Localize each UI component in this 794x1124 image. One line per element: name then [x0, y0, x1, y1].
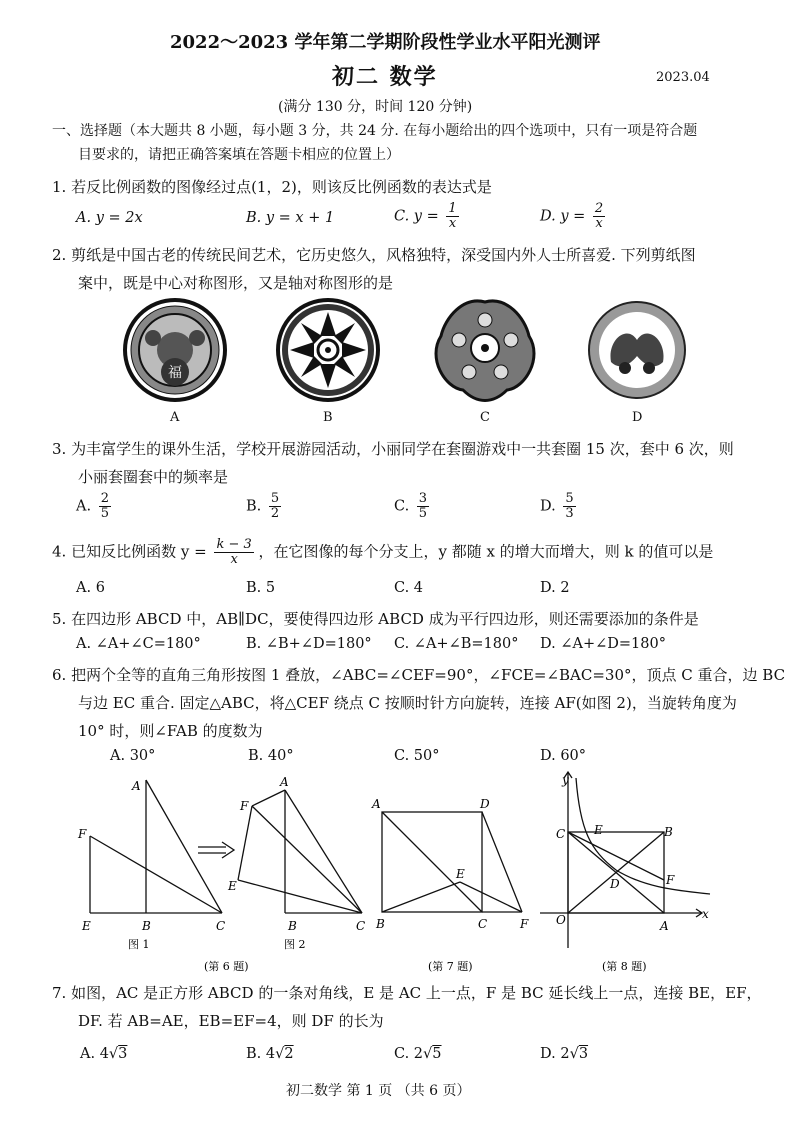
q5-option-d: D. ∠A+∠D=180° — [540, 636, 666, 652]
q1-c-fraction — [446, 202, 458, 231]
q3-b-prefix: B. — [246, 498, 262, 515]
fig2-caption: 图 2 — [284, 938, 306, 951]
q7-option-d — [540, 1046, 588, 1062]
q3-line1: 3. 为丰富学生的课外生活，学校开展游园活动，小丽同学在套圈游戏中一共套圈 15 次，套中 6 次，则 — [52, 440, 734, 458]
q1-d-num: 2 — [594, 201, 604, 216]
q7-option-b — [246, 1046, 294, 1062]
q7-figure-caption: (第 7 题) — [428, 960, 473, 973]
q2-label-d: D — [632, 410, 643, 425]
q2-label-b: B — [323, 410, 333, 425]
fig8-label-c: C — [556, 827, 566, 841]
q7-d-prefix: D. 2 — [540, 1046, 570, 1062]
subject-title: 初二 数学 — [332, 64, 438, 90]
fig7-label-a: A — [372, 797, 381, 811]
fig8-label-e: E — [594, 823, 603, 837]
fig1-label-e: E — [82, 919, 91, 933]
sqrt-icon: √ — [108, 1046, 119, 1062]
q1-c-den: x — [448, 216, 457, 231]
q7-d-radicand: 3 — [578, 1046, 589, 1062]
q6-option-c: C. 50° — [394, 748, 440, 764]
exam-date: 2023.04 — [656, 70, 710, 85]
q1-option-a: A. y = 2x — [76, 210, 143, 226]
fig7-label-d: D — [480, 797, 490, 811]
q4-post: ，在它图像的每个分支上，y 都随 x 的增大而增大，则 k 的值可以是 — [258, 542, 714, 561]
transform-arrow-icon — [198, 842, 234, 858]
q1-option-c — [394, 202, 459, 231]
q4-option-d: D. 2 — [540, 580, 570, 596]
q6-line2: 与边 EC 重合. 固定△ABC，将△CEF 绕点 C 按顺时针方向旋转，连接 AF(如图 2)，当旋转角度为 — [78, 694, 737, 712]
q3-option-d — [540, 492, 576, 521]
fig1-label-c: C — [216, 919, 226, 933]
q6-line1: 6. 把两个全等的直角三角形按图 1 叠放，∠ABC=∠CEF=90°，∠FCE=∠BAC=30°，顶点 C 重合，边 BC — [52, 666, 786, 684]
geometry-figures — [70, 770, 720, 980]
fig1-label-f: F — [78, 827, 87, 841]
fig8-label-a: A — [660, 919, 669, 933]
q7-option-a — [80, 1046, 127, 1062]
q7-b-prefix: B. 4 — [246, 1046, 276, 1062]
q7-c-radicand: 5 — [432, 1046, 442, 1062]
q7-a-radicand: 3 — [118, 1046, 128, 1062]
fig1-label-b: B — [142, 919, 151, 933]
q3-d-num: 5 — [565, 491, 574, 506]
q3-b-num: 5 — [270, 491, 280, 506]
page-footer: 初二数学 第 1 页 （共 6 页） — [286, 1083, 471, 1099]
q5-option-c: C. ∠A+∠B=180° — [394, 636, 519, 652]
q7-option-c — [394, 1046, 442, 1062]
papercut-c-image — [436, 301, 534, 401]
fig2-label-a: A — [280, 775, 289, 789]
q3-d-den: 3 — [565, 506, 574, 521]
q7-a-prefix: A. 4 — [80, 1046, 109, 1062]
section-heading-line2: 目要求的，请把正确答案填在答题卡相应的位置上） — [78, 147, 400, 163]
fig7-label-f: F — [520, 917, 529, 931]
fig2-label-b: B — [288, 919, 297, 933]
q7-line1: 7. 如图，AC 是正方形 ABCD 的一条对角线，E 是 AC 上一点，F 是 BC 延长线上一点，连接 BE，EF， — [52, 984, 762, 1002]
fig8-label-d: D — [610, 877, 620, 891]
fig8-label-o: O — [556, 913, 566, 927]
fig2-label-f: F — [240, 799, 249, 813]
q4-num: k − 3 — [216, 537, 252, 552]
sqrt-icon: √ — [569, 1046, 579, 1062]
fig8-label-y: y — [562, 773, 569, 787]
papercut-b-image — [278, 300, 378, 400]
papercut-a-image — [125, 300, 225, 400]
q5-option-b: B. ∠B+∠D=180° — [246, 636, 372, 652]
q6-option-d: D. 60° — [540, 748, 587, 764]
q7-b-radicand: 2 — [284, 1046, 294, 1062]
q3-c-prefix: C. — [394, 498, 410, 515]
section-heading-line1: 一、选择题（本大题共 8 小题，每小题 3 分，共 24 分. 在每小题给出的四个选项中，只有一项是符合题 — [52, 123, 698, 139]
q4-option-b: B. 5 — [246, 580, 276, 596]
fig7-label-e: E — [456, 867, 465, 881]
q4-text — [52, 538, 713, 567]
q1-option-b: B. y = x + 1 — [246, 210, 335, 226]
svg-text:福: 福 — [168, 365, 182, 381]
q1-c-num: 1 — [448, 201, 457, 216]
q3-option-b — [246, 492, 281, 521]
fig8-label-f: F — [666, 873, 675, 887]
q3-a-num: 2 — [100, 491, 109, 506]
q1-c-prefix: C. y = — [394, 208, 439, 225]
q4-den: x — [230, 552, 238, 567]
exam-info: (满分 130 分，时间 120 分钟) — [278, 99, 473, 115]
sqrt-icon: √ — [423, 1046, 433, 1062]
q5-option-a: A. ∠A+∠C=180° — [76, 636, 201, 652]
q7-line2: DF. 若 AB=AE，EB=EF=4，则 DF 的长为 — [78, 1012, 384, 1030]
q6-option-b: B. 40° — [248, 748, 294, 764]
q2-label-a: A — [170, 410, 180, 425]
q3-a-prefix: A. — [76, 498, 92, 515]
sqrt-icon: √ — [275, 1046, 285, 1062]
q2-line2: 案中，既是中心对称图形，又是轴对称图形的是 — [78, 274, 394, 292]
fig2-label-c: C — [356, 919, 366, 933]
fig7-label-b: B — [376, 917, 385, 931]
q6-line3: 10° 时，则∠FAB 的度数为 — [78, 722, 263, 740]
fig1-caption: 图 1 — [128, 938, 150, 951]
q1-text: 1. 若反比例函数的图像经过点(1，2)，则该反比例函数的表达式是 — [52, 178, 492, 196]
figure-7 — [382, 812, 522, 912]
fig2-label-e: E — [228, 879, 237, 893]
fig7-label-c: C — [478, 917, 488, 931]
q4-option-c: C. 4 — [394, 580, 424, 596]
fig8-label-x: x — [702, 907, 709, 921]
figure-2 — [238, 790, 362, 913]
q2-label-c: C — [480, 410, 490, 425]
q2-line1: 2. 剪纸是中国古老的传统民间艺术，它历史悠久，风格独特，深受国内外人士所喜爱. 下列剪纸图 — [52, 246, 696, 264]
papercut-images — [110, 298, 710, 406]
q1-d-den: x — [595, 216, 603, 231]
q6-figure-caption: (第 6 题) — [204, 960, 249, 973]
q3-d-prefix: D. — [540, 498, 556, 515]
exam-title: 2022～2023 学年第二学期阶段性学业水平阳光测评 — [170, 32, 601, 53]
q3-option-c — [394, 492, 429, 521]
q1-option-d — [540, 202, 605, 231]
q1-d-fraction — [593, 202, 605, 231]
q3-c-den: 5 — [418, 506, 428, 521]
fig1-label-a: A — [132, 779, 141, 793]
q3-c-num: 3 — [418, 491, 428, 506]
q5-text: 5. 在四边形 ABCD 中，AB∥DC，要使得四边形 ABCD 成为平行四边形，则还需要添加的条件是 — [52, 610, 699, 628]
papercut-d-image — [589, 302, 685, 398]
q1-d-prefix: D. y = — [540, 208, 586, 225]
q4-pre: 4. 已知反比例函数 y = — [52, 542, 207, 561]
q3-b-den: 2 — [270, 506, 280, 521]
q7-c-prefix: C. 2 — [394, 1046, 424, 1062]
q3-a-den: 5 — [100, 506, 109, 521]
fig8-label-b: B — [664, 825, 673, 839]
q8-figure-caption: (第 8 题) — [602, 960, 647, 973]
q3-option-a — [76, 492, 111, 521]
q3-line2: 小丽套圈套中的频率是 — [78, 468, 229, 486]
q6-option-a: A. 30° — [110, 748, 156, 764]
q4-fraction — [214, 538, 253, 567]
q4-option-a: A. 6 — [76, 580, 105, 596]
